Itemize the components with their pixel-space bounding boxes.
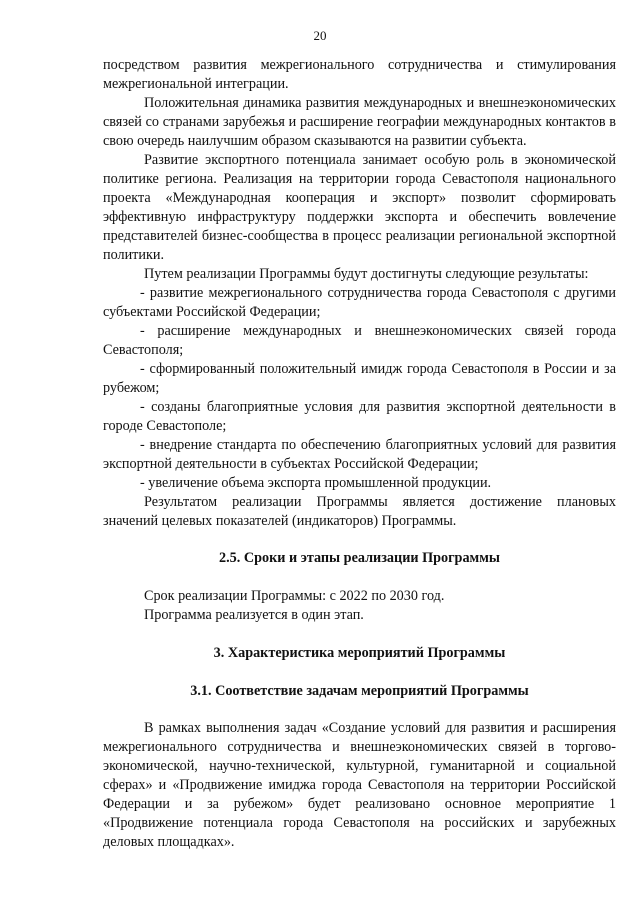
result-item: - созданы благоприятные условия для развития экспортной деятельности в городе Севастополе; — [103, 399, 616, 434]
section-heading-3-1: 3.1. Соответствие задачам мероприятий Программы — [190, 683, 529, 699]
page-number: 20 — [313, 28, 327, 43]
document-body — [103, 56, 616, 852]
paragraph-export-potential: Развитие экспортного потенциала занимает особую роль в экономической политике региона. Реализация на территории города Севастополя национального проекта «Международная кооперация и экспорт» позволит сформировать эффективную инфраструктуру поддержки экспорта и обеспечить вовлечение представителей бизнес-сообщества в процесс реализации региональной экспортной политики. — [103, 152, 616, 263]
section-heading-3: 3. Характеристика мероприятий Программы — [213, 645, 506, 661]
paragraph-results-intro: Путем реализации Программы будут достигнуты следующие результаты: — [144, 266, 589, 282]
section-heading-2-5: 2.5. Сроки и этапы реализации Программы — [219, 550, 500, 566]
paragraph-continuation: посредством развития межрегионального сотрудничества и стимулирования межрегиональной интеграции. — [103, 57, 616, 92]
paragraph-tasks: В рамках выполнения задач «Создание условий для развития и расширения межрегионального сотрудничества и внешнеэкономических связей в торгово-экономической, научно-технической, культурной, гуманитарной и социальной сферах» и «Продвижение имиджа города Севастополя на территории Российской Федерации и за рубежом» будет реализовано основное мероприятие 1 «Продвижение потенциала города Севастополя на российских и зарубежных деловых площадках». — [103, 720, 616, 850]
term-line: Срок реализации Программы: с 2022 по 2030 год. — [144, 588, 445, 604]
result-item: - внедрение стандарта по обеспечению благоприятных условий для развития экспортной деятельности в субъектах Российской Федерации; — [103, 437, 616, 472]
paragraph-dynamics: Положительная динамика развития международных и внешнеэкономических связей со странами зарубежья и расширение географии международных контактов в свою очередь наилучшим образом сказываются на развитии субъекта. — [103, 95, 616, 149]
result-item: - увеличение объема экспорта промышленной продукции. — [140, 475, 492, 491]
result-item: - развитие межрегионального сотрудничества города Севастополя с другими субъектами Российской Федерации; — [103, 285, 616, 320]
stage-line: Программа реализуется в один этап. — [144, 607, 364, 623]
result-item: - сформированный положительный имидж города Севастополя в России и за рубежом; — [103, 361, 616, 396]
paragraph-result-summary: Результатом реализации Программы является достижение плановых значений целевых показателей (индикаторов) Программы. — [103, 494, 616, 529]
result-item: - расширение международных и внешнеэкономических связей города Севастополя; — [103, 323, 616, 358]
